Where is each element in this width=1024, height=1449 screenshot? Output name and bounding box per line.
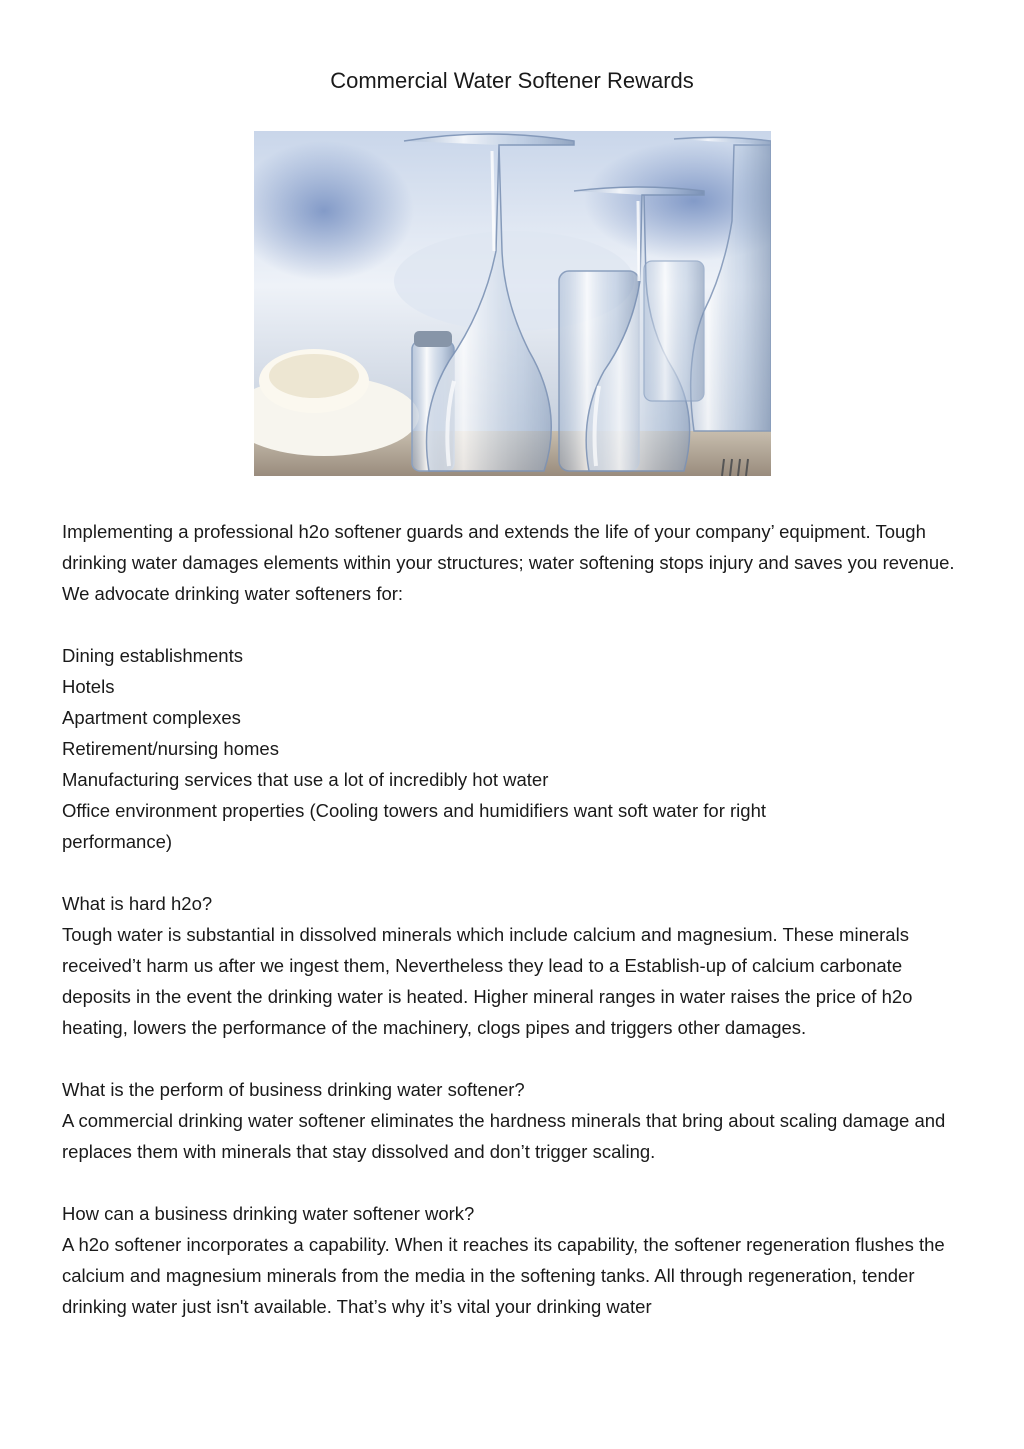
list-item: Dining establishments (62, 645, 243, 666)
section-heading: How can a business drinking water softener work? (62, 1203, 475, 1224)
uses-list (62, 640, 962, 857)
intro-paragraph: Implementing a professional h2o softener guards and extends the life of your company’ equipment. Tough drinking water damages elements within your structures; water softening stops injury and saves you revenue. We advocate drinking water softeners for: (62, 521, 955, 604)
list-item: Apartment complexes (62, 707, 241, 728)
section-body: A h2o softener incorporates a capability. When it reaches its capability, the softener regeneration flushes the calcium and magnesium minerals from the media in the softening tanks. All through regeneration, tender drinking water just isn't available. That’s why it’s vital your drinking water (62, 1234, 945, 1317)
section-heading: What is the perform of business drinking water softener? (62, 1079, 525, 1100)
list-item: Office environment properties (Cooling towers and humidifiers want soft water for right performance) (62, 800, 767, 852)
section-heading: What is hard h2o? (62, 893, 213, 914)
glassware-photo (254, 131, 771, 476)
section-body: A commercial drinking water softener eliminates the hardness minerals that bring about scaling damage and replaces them with minerals that stay dissolved and don’t trigger scaling. (62, 1110, 946, 1162)
list-item: Retirement/nursing homes (62, 738, 279, 759)
document-title: Commercial Water Softener Rewards (330, 68, 694, 93)
glassware-illustration (254, 131, 771, 476)
list-item: Manufacturing services that use a lot of incredibly hot water (62, 769, 549, 790)
list-item: Hotels (62, 676, 115, 697)
document-body (62, 516, 962, 1322)
section-body: Tough water is substantial in dissolved minerals which include calcium and magnesium. These minerals received’t harm us after we ingest them, Nevertheless they lead to a Establish-up of calcium carbonate deposits in the event the drinking water is heated. Higher mineral ranges in water raises the price of h2o heating, lowers the performance of the machinery, clogs pipes and triggers other damages. (62, 924, 913, 1038)
